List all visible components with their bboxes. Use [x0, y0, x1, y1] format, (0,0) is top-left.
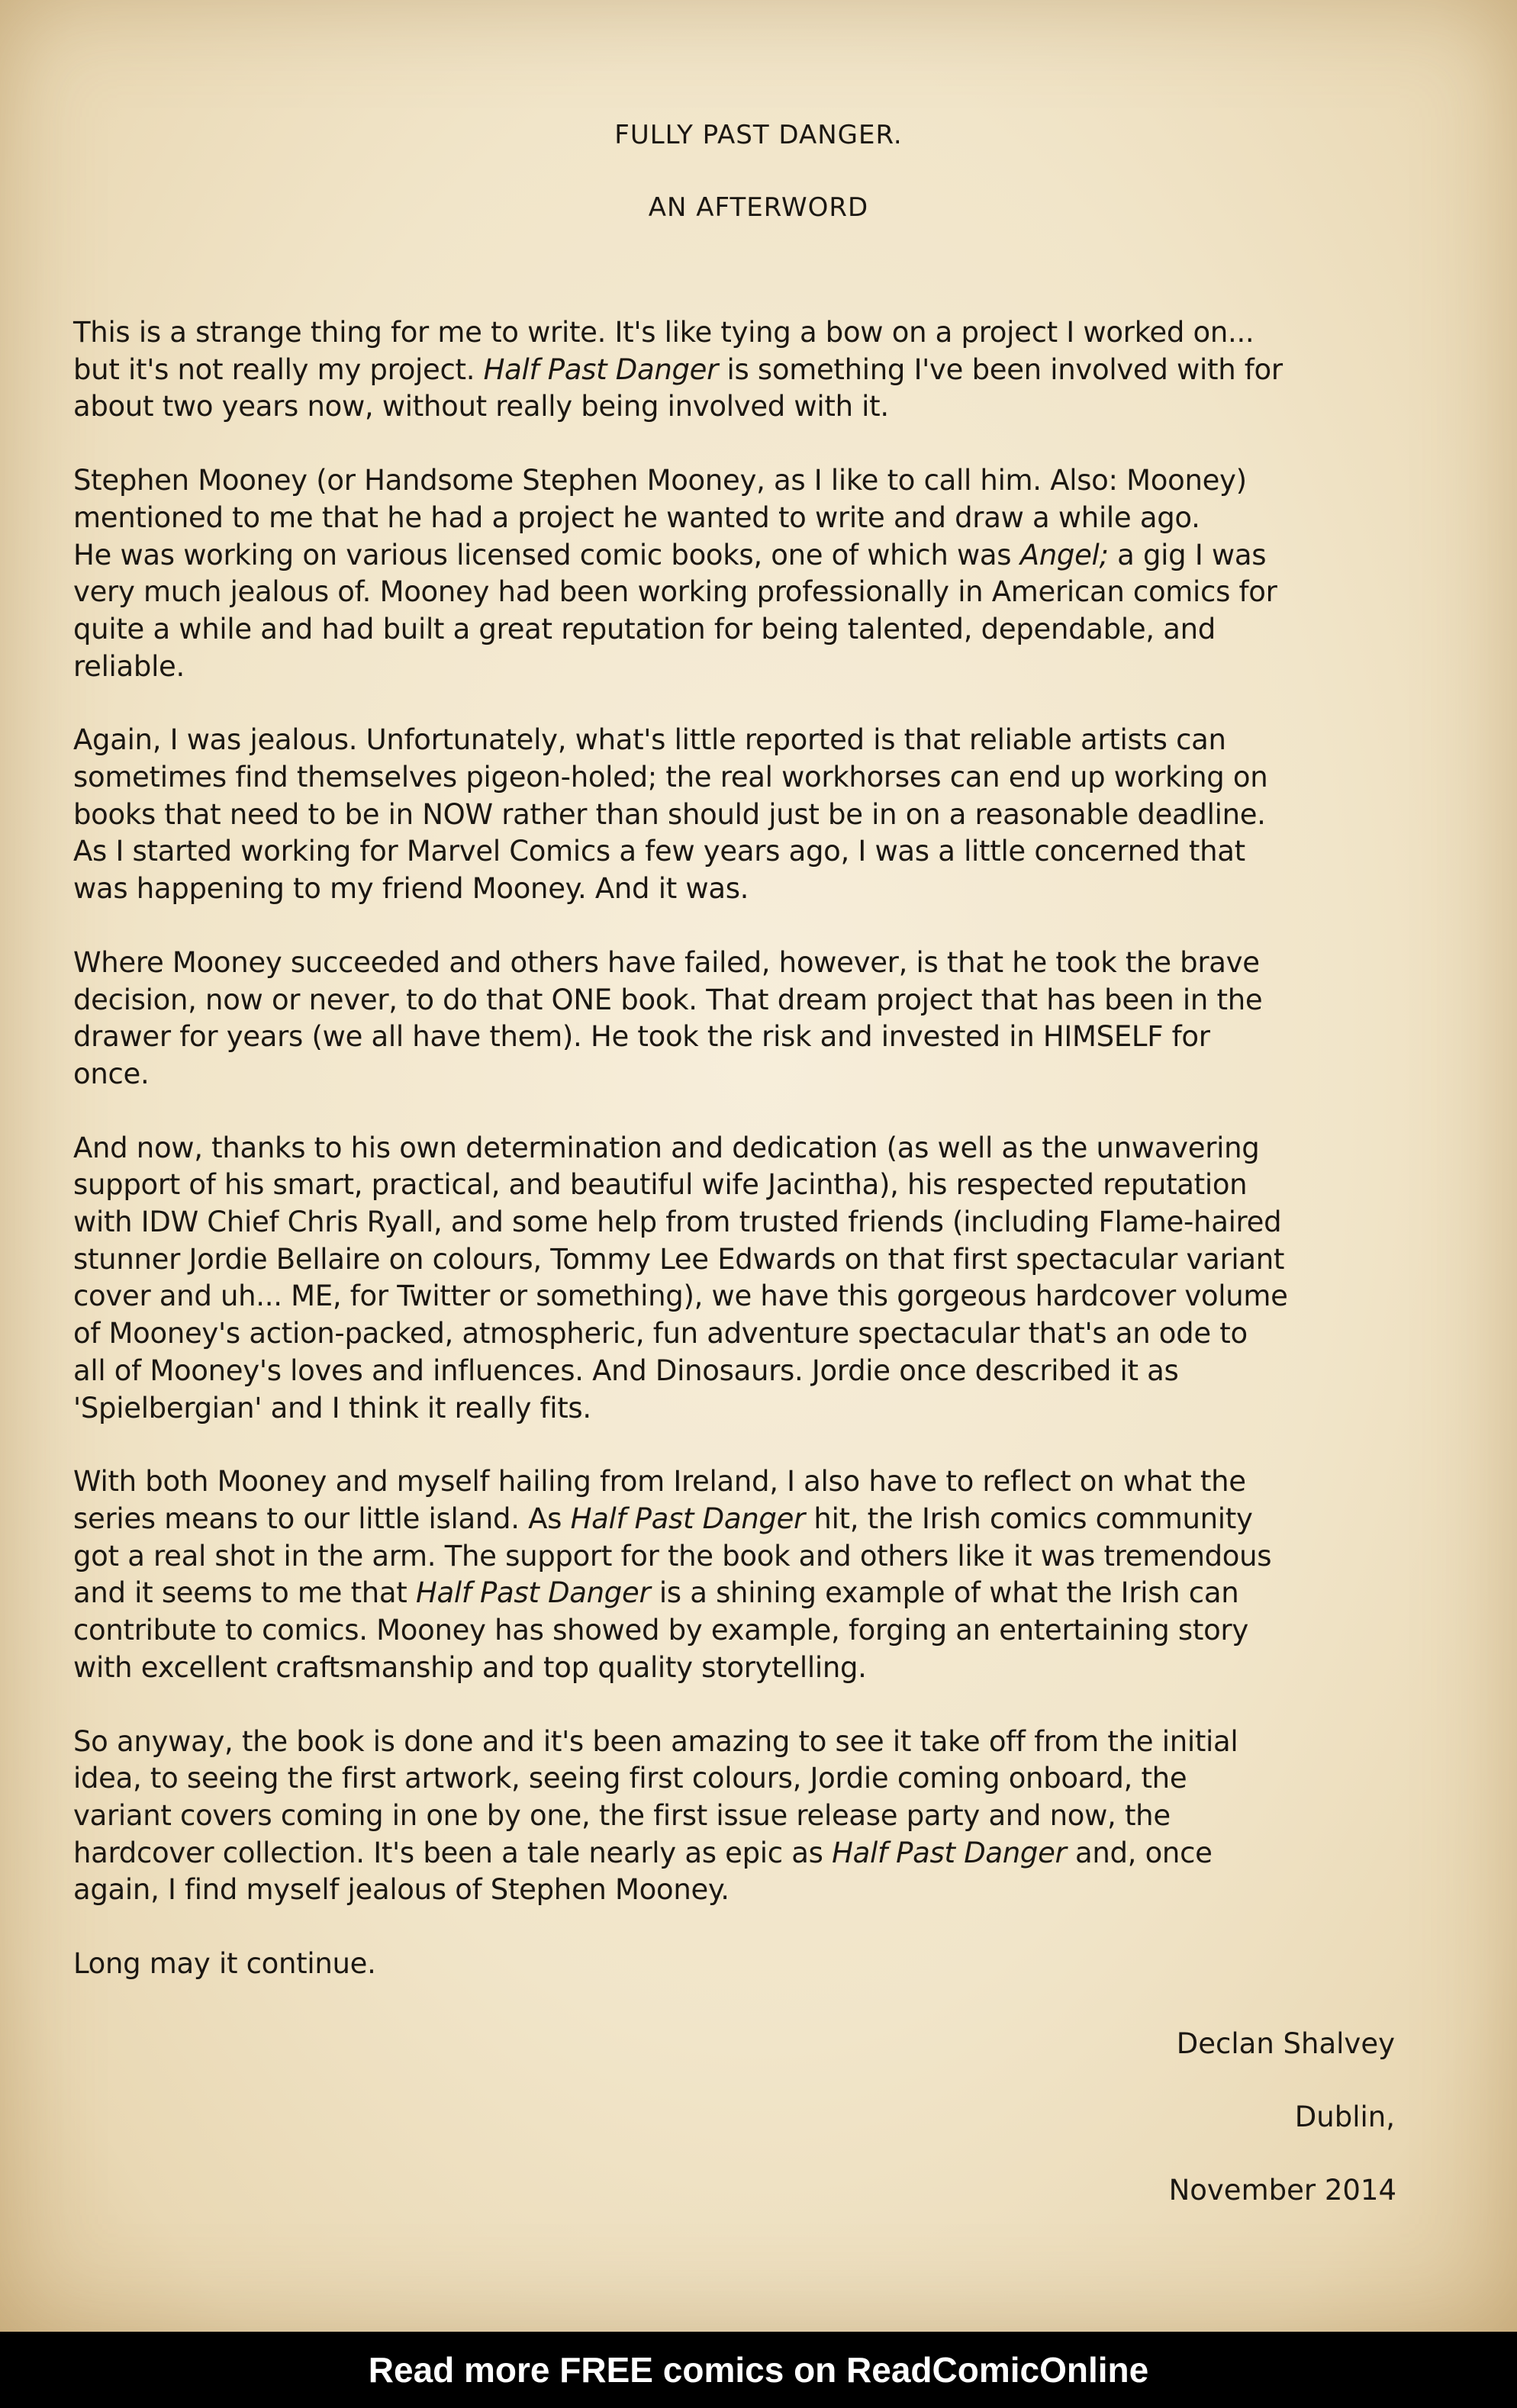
paragraph	[73, 314, 1447, 426]
signature-date: November 2014	[1168, 2174, 1396, 2207]
page-title: FULLY PAST DANGER.	[614, 120, 903, 150]
signature-name: Declan Shalvey	[1176, 2027, 1395, 2060]
text-run: Stephen Mooney (or Handsome Stephen Mooney, as I like to call him. Also: Mooney) mentioned to me that he had a project he wanted to write and draw a while ago. He was working on various licensed comic books, one of which was	[73, 464, 1247, 571]
paragraph	[73, 1946, 1447, 1983]
paragraph	[73, 1130, 1447, 1428]
promo-footer-link[interactable]: Read more FREE comics on ReadComicOnline	[0, 2332, 1517, 2408]
text-run: a gig I was very much jealous of. Mooney had been working professionally in American comics for quite a while and had built a great reputation for being talented, dependable, and reliable.	[73, 538, 1277, 683]
text-run: Again, I was jealous. Unfortunately, what's little reported is that reliable artists can sometimes find themselves pigeon-holed; the real workhorses can end up working on books that need to be in NOW rather than should just be in on a reasonable deadline. As I started working for Marvel Comics a few years ago, I was a little concerned that was happening to my friend Mooney. And it was.	[73, 723, 1268, 906]
paragraph	[73, 1463, 1447, 1686]
book-title-italic: Angel;	[1019, 538, 1109, 571]
text-run: This is a strange thing for me to write. It's like tying a bow on a project I worked on... but it's not really my project.	[73, 316, 1255, 386]
book-title-italic: Half Past Danger	[570, 1502, 805, 1535]
signature-city: Dublin,	[1294, 2101, 1395, 2133]
afterword-body	[73, 314, 1447, 2020]
text-run: is a shining example of what the Irish can contribute to comics. Mooney has showed by example, forging an entertaining story with excellent craftsmanship and top quality storytelling.	[73, 1576, 1248, 1684]
book-title-italic: Half Past Danger	[483, 353, 719, 386]
text-run: hit, the Irish comics community got a real shot in the arm. The support for the book and others like it was tremendous and it seems to me that	[73, 1502, 1272, 1610]
text-run: With both Mooney and myself hailing from Ireland, I also have to reflect on what the series means to our little island. As	[73, 1465, 1246, 1535]
paragraph	[73, 945, 1447, 1093]
book-title-italic: Half Past Danger	[415, 1576, 651, 1610]
text-run: and, once again, I find myself jealous of Stephen Mooney.	[73, 1836, 1213, 1907]
paragraph	[73, 462, 1447, 685]
text-run: Long may it continue.	[73, 1947, 376, 1981]
paragraph	[73, 722, 1447, 908]
text-run: is something I've been involved with for about two years now, without really being involved with it.	[73, 353, 1283, 423]
page-subtitle: AN AFTERWORD	[648, 192, 869, 223]
text-run: Where Mooney succeeded and others have failed, however, is that he took the brave decision, now or never, to do that ONE book. That dream project that has been in the drawer for years (we all have them). He took the risk and invested in HIMSELF for once.	[73, 945, 1263, 1090]
text-run: And now, thanks to his own determination and dedication (as well as the unwavering support of his smart, practical, and beautiful wife Jacintha), his respected reputation with IDW Chief Chris Ryall, and some help from trusted friends (including Flame-haired stunner Jordie Bellaire on colours, Tommy Lee Edwards on that first spectacular variant cover and uh... ME, for Twitter or something), we have this gorgeous hardcover volume of Mooney's action-packed, atmospheric, fun adventure spectacular that's an ode to all of Mooney's loves and influences. And Dinosaurs. Jordie once described it as 'Spielbergian' and I think it really fits.	[73, 1131, 1288, 1425]
book-title-italic: Half Past Danger	[832, 1836, 1067, 1869]
paragraph	[73, 1724, 1447, 1910]
text-run: So anyway, the book is done and it's been amazing to see it take off from the initial idea, to seeing the first artwork, seeing first colours, Jordie coming onboard, the variant covers coming in one by one, the first issue release party and now, the hardcover collection. It's been a tale nearly as epic as	[73, 1724, 1238, 1869]
